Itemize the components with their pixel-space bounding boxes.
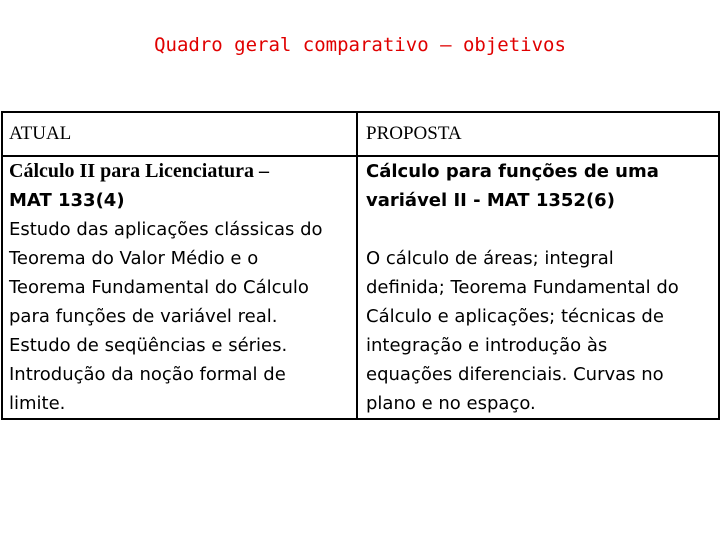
- atual-line-3: Teorema Fundamental do Cálculo: [9, 277, 309, 298]
- proposta-line-2: definida; Teorema Fundamental do: [366, 277, 679, 298]
- proposta-line-4: integração e introdução às: [366, 335, 608, 356]
- slide-title: Quadro geral comparativo – objetivos: [154, 34, 566, 56]
- header-atual: ATUAL: [2, 112, 357, 156]
- atual-line-6: Introdução da noção formal de: [9, 364, 286, 385]
- proposta-spacer: [366, 215, 718, 244]
- proposta-line-1: O cálculo de áreas; integral: [366, 248, 614, 269]
- cell-proposta: [357, 156, 719, 419]
- atual-line-4: para funções de variável real.: [9, 306, 278, 327]
- proposta-course-code: variável II - MAT 1352(6): [366, 190, 615, 211]
- atual-course-title: Cálculo II para Licenciatura –: [9, 160, 269, 182]
- atual-line-5: Estudo de seqüências e séries.: [9, 335, 288, 356]
- proposta-line-6: plano e no espaço.: [366, 393, 536, 414]
- proposta-line-3: Cálculo e aplicações; técnicas de: [366, 306, 664, 327]
- comparison-table: [1, 111, 720, 420]
- header-proposta: PROPOSTA: [357, 112, 719, 156]
- table-header-row: [2, 112, 719, 156]
- proposta-line-5: equações diferenciais. Curvas no: [366, 364, 664, 385]
- proposta-course-title: Cálculo para funções de uma: [366, 161, 659, 182]
- atual-line-7: limite.: [9, 393, 66, 414]
- atual-course-code: MAT 133(4): [9, 190, 125, 211]
- atual-line-2: Teorema do Valor Médio e o: [9, 248, 259, 269]
- atual-line-1: Estudo das aplicações clássicas do: [9, 219, 323, 240]
- table-body-row: [2, 156, 719, 419]
- cell-atual: [2, 156, 357, 419]
